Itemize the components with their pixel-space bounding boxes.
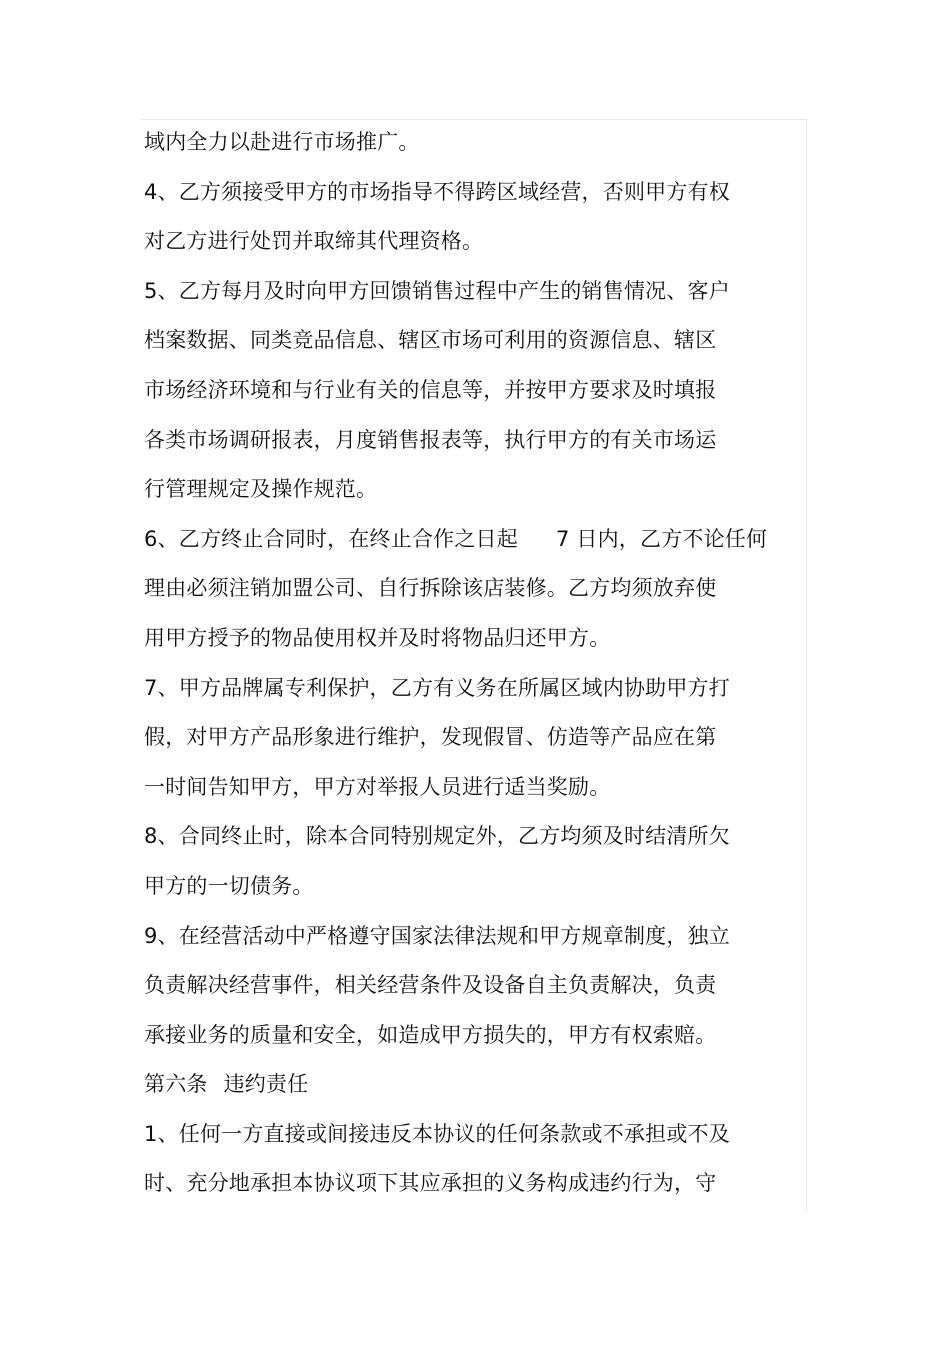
text-line: 各类市场调研报表，月度销售报表等，执行甲方的有关市场运 (144, 427, 717, 452)
clause-item-8: 8、合同终止时，除本合同特别规定外，乙方均须及时结清所欠 (144, 824, 730, 849)
clause-6-text-part1: 6、乙方终止合同时，在终止合作之日起 (144, 526, 518, 551)
text-line: 负责解决经营事件，相关经营条件及设备自主负责解决，负责 (144, 973, 717, 998)
text-line: 一时间告知甲方，甲方对举报人员进行适当奖励。 (144, 774, 611, 799)
text-line: 甲方的一切债务。 (144, 873, 314, 898)
clause-item-6 (144, 515, 804, 565)
section-number: 第六条 (144, 1072, 208, 1097)
clause-item-4: 4、乙方须接受甲方的市场指导不得跨区域经营，否则甲方有权 (144, 179, 730, 204)
clause-item-9: 9、在经营活动中严格遵守国家法律法规和甲方规章制度，独立 (144, 923, 730, 948)
clause-item-1: 1、任何一方直接或间接违反本协议的任何条款或不承担或不及 (144, 1121, 730, 1146)
text-line: 市场经济环境和与行业有关的信息等，并按甲方要求及时填报 (144, 377, 717, 402)
text-line: 用甲方授予的物品使用权并及时将物品归还甲方。 (144, 625, 611, 650)
section-heading (144, 1060, 804, 1110)
text-line: 档案数据、同类竞品信息、辖区市场可利用的资源信息、辖区 (144, 328, 717, 353)
text-line: 域内全力以赴进行市场推广。 (144, 130, 420, 154)
clause-6-text-part2: 7 日内，乙方不论任何 (555, 526, 768, 551)
text-line: 承接业务的质量和安全，如造成甲方损失的，甲方有权索赔。 (144, 1022, 717, 1047)
text-line: 假，对甲方产品形象进行维护，发现假冒、仿造等产品应在第 (144, 725, 717, 750)
text-line: 对乙方进行处罚并取缔其代理资格。 (144, 229, 484, 254)
clause-item-5: 5、乙方每月及时向甲方回馈销售过程中产生的销售情况、客户 (144, 278, 730, 303)
text-line: 行管理规定及操作规范。 (144, 477, 378, 502)
clause-item-7: 7、甲方品牌属专利保护，乙方有义务在所属区域内协助甲方打 (144, 675, 730, 700)
text-line: 时、充分地承担本协议项下其应承担的义务构成违约行为，守 (144, 1171, 717, 1196)
text-line: 理由必须注销加盟公司、自行拆除该店装修。乙方均须放弃使 (144, 576, 717, 601)
document-body (144, 118, 804, 1209)
section-title: 违约责任 (223, 1072, 309, 1097)
